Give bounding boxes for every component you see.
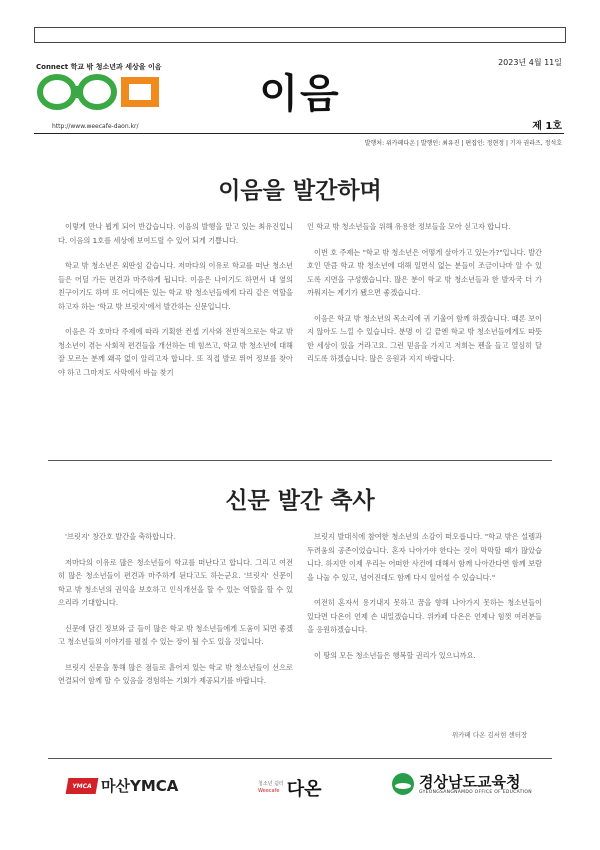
paragraph: 여전히 혼자서 용기내지 못하고 꿈을 향해 나아가지 못하는 청소년들이 있다면 다온이 언제 손 내밀겠습니다. 위카페 다온은 언제나 힘껏 여러분들을 응원하겠습니다. — [307, 598, 542, 634]
daon-small-text: 청소년 쉼터 Weecafe — [258, 781, 284, 794]
article1-right-column — [307, 220, 542, 378]
ymca-label: 마산YMCA — [101, 777, 179, 795]
publisher-credits: 발행처: 위카페다온 | 발행인: 최유진 | 편집인: 정현정 | 기자 권라즈, 정석호 — [364, 140, 562, 147]
paragraph: 이번 호 주제는 "학교 밖 청소년은 어떻게 살아가고 있는가?"입니다. 발간 호인 만큼 학교 밖 청소년에 대해 일면식 없는 분들이 조금이나마 알 수 있도록 지면을 구성했습니다. 많은 분이 학교 밖 청소년들과 한 발자국 더 가까워지는 계기가 됐으면 좋겠습니다. — [307, 247, 542, 297]
paragraph: 이음은 각 호마다 주제에 따라 기획한 컨셉 기사와 전반적으로는 학교 밖 청소년이 겪는 사회적 편견들을 개선하는 데 힘쓰고, 학교 밖 청소년에 대해 잘 모르는 분께 왜곡 없이 알리고자 합니다. 또 직접 발로 뛰어 정보를 찾아야 하고 그마저도 사막에서 바늘 찾기 — [58, 327, 293, 377]
website-url[interactable]: http://www.weecafe-daon.kr/ — [52, 123, 139, 130]
paragraph: 학교 밖 청소년은 외딴섬 같습니다. 저마다의 이유로 학교를 떠난 청소년들은 어딜 가든 편견과 마주하게 됩니다. 이음은 나이기도 하면서 내 옆의 친구이기도 하며 또 어디에든 있는 학교 밖 청소년들에게 다리 같은 역할을 하고자 하는 '학교 밖 브릿지'에서 발간하는 신문입니다. — [58, 261, 293, 311]
article2-right-column — [307, 530, 542, 674]
footer-divider — [48, 758, 552, 759]
issue-date: 2023년 4월 11일 — [498, 58, 562, 67]
paragraph: 신문에 담긴 정보와 글 들이 많은 학교 밖 청소년들에게 도움이 되면 좋겠고 청소년들의 이야기를 펼칠 수 있는 장이 될 수도 있을 것입니다. — [58, 623, 293, 646]
section-divider — [48, 460, 552, 461]
daon-label: 다온 — [286, 779, 322, 800]
paragraph: 이음은 학교 밖 청소년의 목소리에 귀 기울여 함께 하겠습니다. 때론 보이지 않아도 느낄 수 있습니다. 분명 이 길 끝엔 학교 밖 청소년들에게도 따뜻한 세상이 있을 거라고요. 그런 믿음을 가지고 저희는 펜을 들고 열심히 달리도록 하겠습니다. 많은 응원과 지지 바랍니다. — [307, 313, 542, 363]
header-divider — [34, 133, 564, 134]
paragraph: 브릿지 발대식에 참여한 청소년의 소감이 떠오릅니다. "학교 밖은 설렘과 두려움의 공존이었습니다. 혼자 나아가야 한다는 것이 막막할 때가 많았습니다. 하지만 이제 우리는 어떠한 사건에 대해서 함께 나아간다면 함께 보람을 나눌 수 있고, 넘어진대도 함께 다시 일어설 수 있습니다." — [307, 532, 542, 582]
article2-title: 신문 발간 축사 — [225, 488, 375, 514]
ieum-logo — [37, 71, 165, 117]
masthead-title: 이음 — [259, 71, 341, 117]
article1-title: 이음을 발간하며 — [218, 178, 382, 204]
masan-ymca-logo — [67, 775, 178, 796]
signature: 위카페 다온 김서현 센터장 — [452, 731, 528, 739]
tagline: Connect 학교 밖 청소년과 세상을 이음 — [36, 63, 162, 71]
paragraph: '브릿지' 창간호 발간을 축하합니다. — [65, 532, 176, 541]
paragraph: 브릿지 신문을 통해 많은 점들로 흩어져 있는 학교 밖 청소년들이 선으로 연결되어 함께 할 수 있음을 경험하는 기회가 제공되기를 바랍니다. — [58, 662, 293, 685]
education-label: 경상남도교육청 — [419, 772, 521, 791]
issue-number: 제 1호 — [532, 121, 562, 132]
weecafe-daon-logo — [258, 775, 322, 801]
top-banner-box — [34, 27, 566, 43]
paragraph: 이 땅의 모든 청소년들은 행복할 권리가 있으니까요. — [314, 650, 476, 660]
article1-left-column — [58, 220, 293, 391]
article2-left-column — [58, 530, 293, 700]
education-emblem-icon — [392, 773, 414, 795]
gyeongnam-education-logo — [392, 773, 532, 795]
paragraph: 인 학교 밖 청소년들을 위해 유용한 정보들을 모아 싣고자 합니다. — [307, 222, 511, 231]
paragraph: 이렇게 만나 뵙게 되어 반갑습니다. 이음의 발행을 맡고 있는 최유진입니다. 이음의 1호를 세상에 보여드릴 수 있어 되게 기쁩니다. — [58, 222, 293, 245]
education-english-label: GYEONGSANGNAMDO OFFICE OF EDUCATION — [419, 789, 532, 795]
paragraph: 저마다의 이유로 많은 청소년들이 학교를 떠난다고 합니다. 그리고 여전히 많은 청소년들이 편견과 마주하게 된다고도 하는군요. '브릿지' 신문이 학교 밖 청소년의 권익을 보호하고 인식개선을 할 수 있는 역할을 할 수 있으리라 기대합니다. — [58, 557, 293, 607]
ymca-triangle-icon: YMCA — [66, 778, 99, 794]
